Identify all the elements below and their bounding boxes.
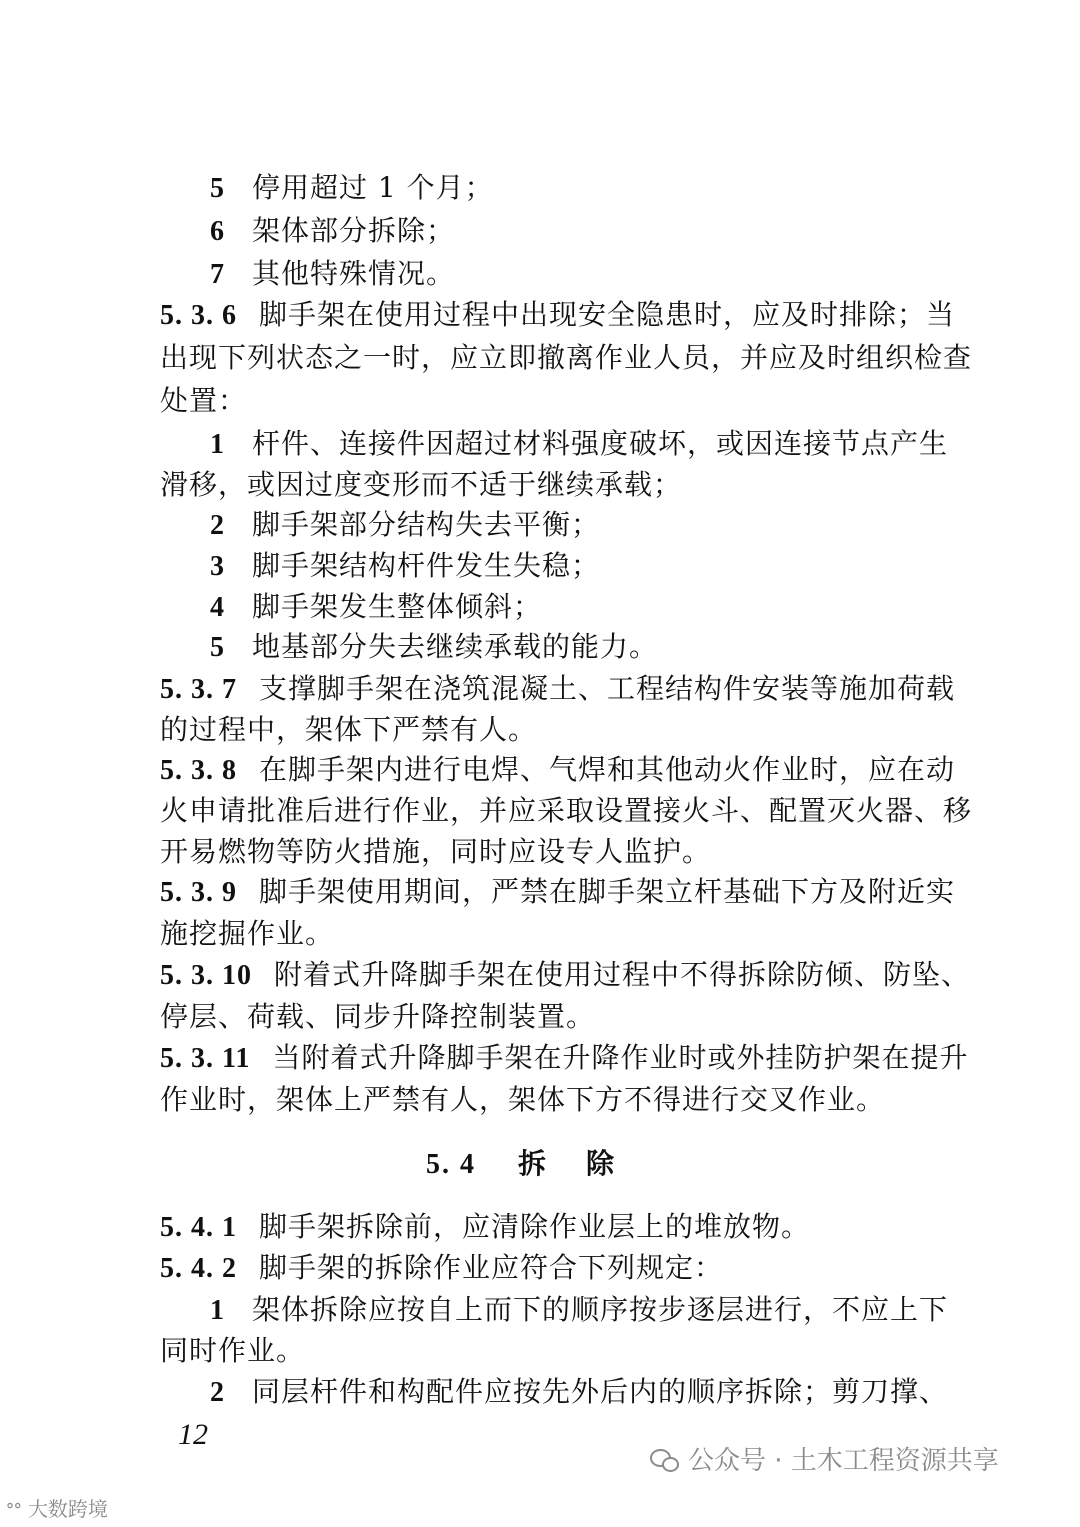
clause-text: 的过程中，架体下严禁有人。 — [160, 713, 538, 746]
clause-5-4-2: 5. 4. 2 脚手架的拆除作业应符合下列规定： — [160, 1251, 724, 1284]
clause-text: 出现下列状态之一时，应立即撤离作业人员，并应及时组织检查 — [160, 341, 973, 374]
list-item: 2 脚手架部分结构失去平衡； — [210, 508, 601, 541]
clause-5-4-1: 5. 4. 1 脚手架拆除前，应清除作业层上的堆放物。 — [160, 1210, 811, 1243]
list-item: 5 停用超过 1 个月； — [210, 171, 494, 204]
watermark-logo-icon: ᐤᐤ — [6, 1497, 22, 1521]
clause-5-3-9: 5. 3. 9 脚手架使用期间，严禁在脚手架立杆基础下方及附近实 — [160, 875, 956, 908]
clause-5-3-6: 5. 3. 6 脚手架在使用过程中出现安全隐患时，应及时排除；当 — [160, 298, 956, 331]
list-item-continuation: 滑移，或因过度变形而不适于继续承载； — [160, 468, 683, 501]
watermark-wechat: 公众号 · 土木工程资源共享 — [650, 1440, 999, 1477]
list-item: 3 脚手架结构杆件发生失稳； — [210, 549, 601, 582]
list-item: 1 杆件、连接件因超过材料强度破坏，或因连接节点产生 — [210, 427, 949, 460]
list-item: 6 架体部分拆除； — [210, 214, 456, 247]
clause-5-3-8: 5. 3. 8 在脚手架内进行电焊、气焊和其他动火作业时，应在动 — [160, 753, 956, 786]
clause-5-3-10: 5. 3. 10 附着式升降脚手架在使用过程中不得拆除防倾、防坠、 — [160, 958, 971, 991]
section-heading: 5. 4 拆除 — [425, 1147, 654, 1180]
list-item-continuation: 同时作业。 — [160, 1334, 306, 1367]
clause-text: 开易燃物等防火措施，同时应设专人监护。 — [160, 835, 712, 868]
list-item: 5 地基部分失去继续承载的能力。 — [210, 630, 659, 663]
clause-text: 作业时，架体上严禁有人，架体下方不得进行交叉作业。 — [160, 1083, 886, 1116]
list-item: 4 脚手架发生整体倾斜； — [210, 590, 543, 623]
clause-text: 停层、荷载、同步升降控制装置。 — [160, 1000, 596, 1033]
page-number: 12 — [178, 1418, 208, 1451]
clause-text: 火申请批准后进行作业，并应采取设置接火斗、配置灭火器、移 — [160, 794, 973, 827]
clause-5-3-7: 5. 3. 7 支撑脚手架在浇筑混凝土、工程结构件安装等施加荷载 — [160, 672, 956, 705]
list-item: 7 其他特殊情况。 — [210, 257, 456, 290]
clause-text: 处置： — [160, 384, 248, 417]
clause-5-3-11: 5. 3. 11 当附着式升降脚手架在升降作业时或外挂防护架在提升 — [160, 1041, 969, 1074]
wechat-icon — [650, 1448, 680, 1472]
list-item: 1 架体拆除应按自上而下的顺序按步逐层进行，不应上下 — [210, 1293, 949, 1326]
watermark-left: ᐤᐤ 大数跨境 — [6, 1497, 108, 1521]
clause-text: 施挖掘作业。 — [160, 917, 335, 950]
list-item: 2 同层杆件和构配件应按先外后内的顺序拆除；剪刀撑、 — [210, 1375, 949, 1408]
